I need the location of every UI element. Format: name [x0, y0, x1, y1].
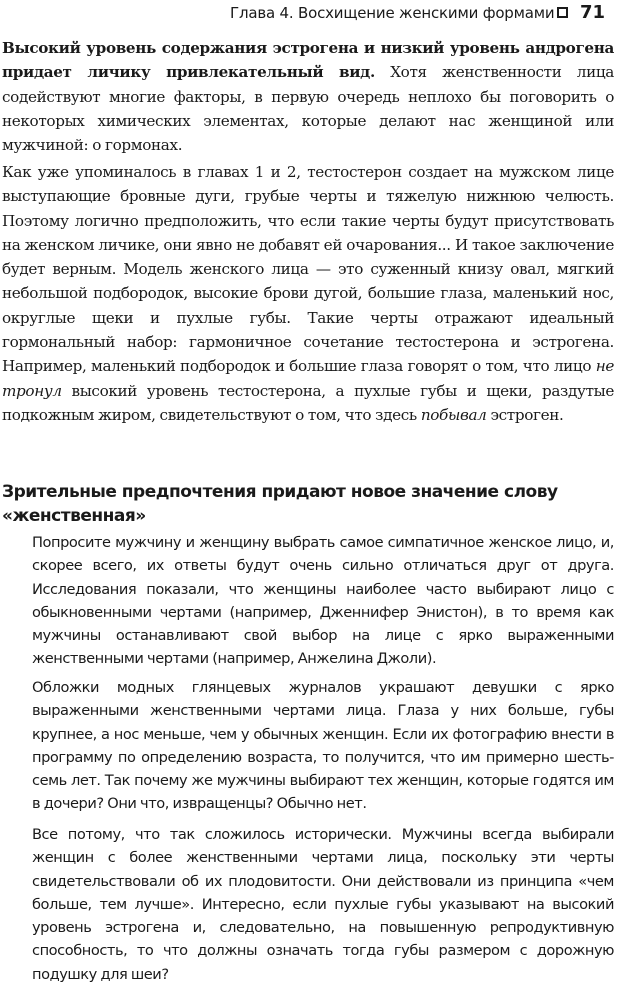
body-paragraph-face-model	[2, 160, 614, 427]
paragraph-text: Попросите мужчину и женщину выбрать самое симпатичное женское лицо, и, скорее всего, их ответы будут очень сильно отличаться друг от друга. Исследования показали, что женщины наиболее часто выбирают лицо с обыкновенными чертами (например, Дженнифер Энистон), в то время как мужчины останавливают свой выбор на лице с ярко выраженными женственными чертами (например, Анжелина Джоли).	[32, 534, 614, 668]
emphasis-text: побывал	[420, 405, 487, 424]
section-heading: Зрительные предпочтения придают новое значение слову «женственная»	[2, 482, 558, 526]
body-paragraph-hormones	[2, 36, 614, 157]
running-header	[0, 0, 620, 30]
paragraph-text: высокий уровень тестостерона, а пухлые губы и щеки, раздутые подкожным жиром, свидетельствуют о том, что здесь	[2, 381, 614, 424]
square-bullet-icon	[557, 7, 568, 18]
sidebar-paragraph	[32, 676, 614, 816]
sidebar-paragraph	[32, 531, 614, 671]
paragraph-text: эстроген.	[486, 405, 564, 424]
paragraph-text: Обложки модных глянцевых журналов украшают девушки с ярко выраженными женственными чертами лица. Глаза у них больше, губы крупнее, а нос меньше, чем у обычных женщин. Если их фотографию внести в программу по определению возраста, то получится, что им примерно шесть-семь лет. Так почему же мужчины выбирают тех женщин, которые годятся им в дочери? Они что, извращенцы? Обычно нет.	[32, 679, 614, 813]
paragraph-text: Как уже упоминалось в главах 1 и 2, тестостерон создает на мужском лице выступающие бровные дуги, грубые черты и тяжелую нижнюю челюсть. Поэтому логично предположить, что если такие черты будут присутствовать на женском личике, они явно не добавят ей очарования... И такое заключение будет верным. Модель женского лица — это суженный книзу овал, мягкий небольшой подбородок, высокие брови дугой, большие глаза, маленький нос, округлые щеки и пухлые губы. Такие черты отражают идеальный гормональный набор: гармоничное сочетание тестостерона и эстрогена. Например, маленький подбородок и большие глаза говорят о том, что лицо	[2, 163, 614, 376]
paragraph-text: Хотя женственности лица содействуют многие факторы, в первую очередь неплохо бы поговорить о некоторых химических элементах, которые делают нас женщиной или мужчиной: о гормонах.	[2, 63, 614, 155]
page-number: 71	[580, 2, 606, 23]
emphasis-text: не тронул	[2, 357, 614, 400]
sidebar-paragraph	[32, 823, 614, 986]
paragraph-text: Все потому, что так сложилось исторически. Мужчины всегда выбирали женщин с более женственными чертами лица, поскольку эти черты свидетельствовали об их плодовитости. Они действовали из принципа «чем больше, тем лучше». Интересно, если пухлые губы указывают на высокий уровень эстрогена и, следовательно, на повышенную репродуктивную способность, то что должны означать тогда губы размером с дорожную подушку для шеи?	[32, 826, 614, 983]
chapter-title: Глава 4. Восхищение женскими формами	[230, 4, 555, 22]
lead-sentence: Высокий уровень содержания эстрогена и низкий уровень андрогена придает личику привлекательный вид.	[2, 39, 614, 82]
